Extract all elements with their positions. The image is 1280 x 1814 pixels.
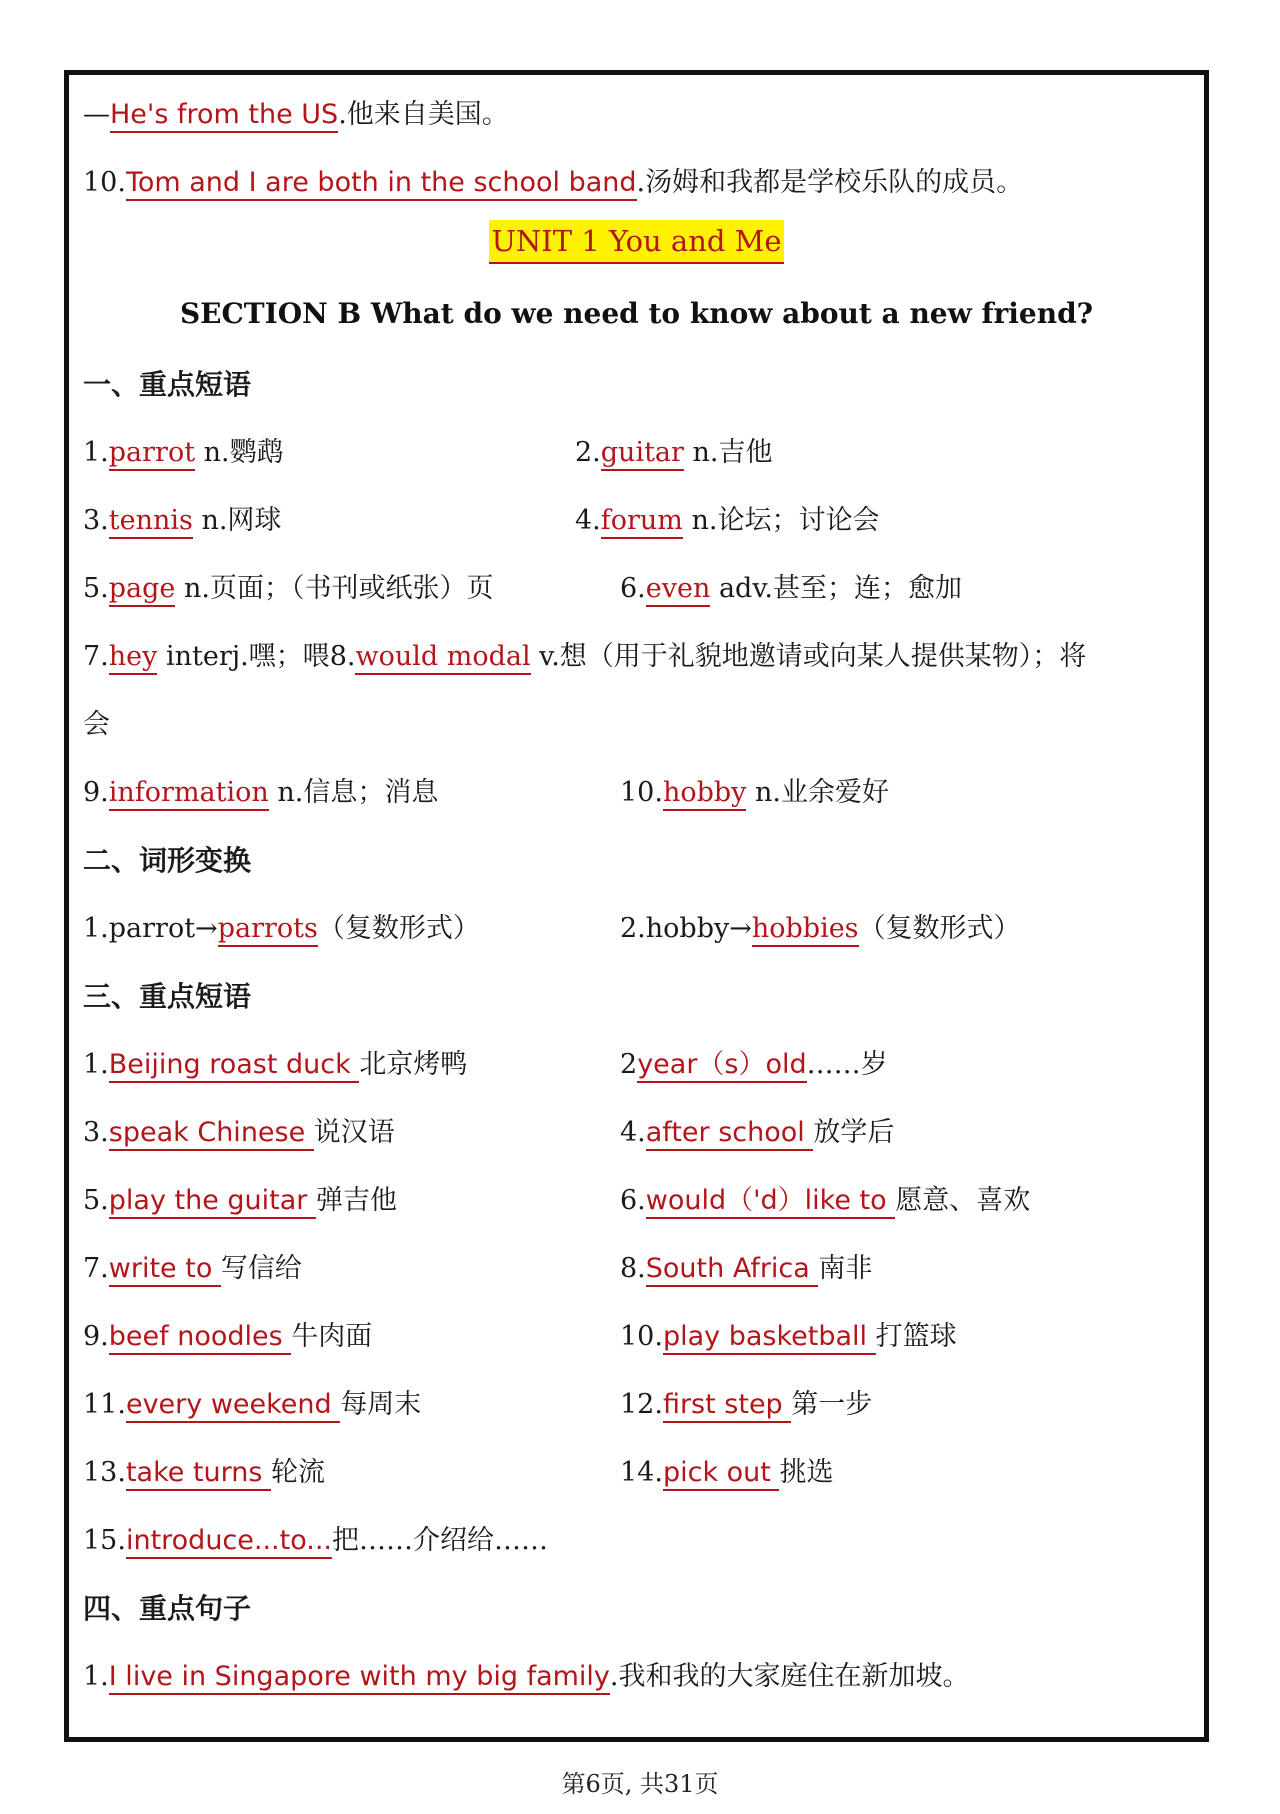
item-number: 4.: [575, 505, 601, 536]
answer-text: He's from the US: [110, 99, 338, 133]
item-number: 7.: [83, 1253, 109, 1284]
answer-text: hobby: [663, 777, 746, 811]
item-number: 12.: [620, 1389, 663, 1420]
list-item: [575, 435, 773, 471]
item-number: 8.: [620, 1253, 646, 1284]
answer-text: introduce...to...: [126, 1525, 332, 1559]
item-number: 9.: [83, 1321, 109, 1352]
item-number: 2.hobby→: [620, 913, 752, 944]
item-meaning: n.业余爱好: [746, 777, 889, 808]
item-number: 2.: [575, 437, 601, 468]
item-number: 1.parrot→: [83, 913, 218, 944]
list-item: [620, 775, 889, 811]
list-item: [83, 1455, 325, 1491]
answer-text: forum: [601, 505, 683, 539]
list-item: [620, 1319, 957, 1355]
list-item: [83, 639, 1086, 675]
unit-title-row: [69, 220, 1204, 264]
list-item: [83, 1659, 970, 1695]
answer-text: pick out: [663, 1457, 780, 1491]
answer-text: first step: [663, 1389, 791, 1423]
line-suffix: .汤姆和我都是学校乐队的成员。: [636, 167, 1024, 198]
item-meaning: ……岁: [806, 1049, 888, 1080]
item-meaning: 北京烤鸭: [359, 1049, 468, 1080]
item-meaning: interj.嘿；喂: [157, 641, 330, 672]
answer-text: hobbies: [752, 913, 859, 947]
list-item: [83, 1387, 421, 1423]
item-meaning: 放学后: [813, 1117, 895, 1148]
list-item: [83, 1319, 372, 1355]
item-number: 1.: [83, 1661, 109, 1692]
list-item: [83, 775, 438, 811]
answer-text: every weekend: [126, 1389, 340, 1423]
item-number: 11.: [83, 1389, 126, 1420]
item-number: 10.: [620, 777, 663, 808]
answer-text: hey: [109, 641, 158, 675]
item-meaning: （复数形式）: [317, 913, 480, 944]
answer-text: write to: [109, 1253, 221, 1287]
item-meaning: 每周末: [340, 1389, 422, 1420]
section-title-row: [69, 297, 1204, 330]
answer-text: parrot: [109, 437, 195, 471]
item-number: 15.: [83, 1525, 126, 1556]
item-meaning: n.信息；消息: [268, 777, 439, 808]
list-item: [83, 435, 284, 471]
line-number: 10.: [83, 167, 126, 198]
list-item: [83, 571, 493, 607]
list-item: [83, 1183, 397, 1219]
part4-heading: 四、重点句子: [83, 1592, 252, 1625]
answer-text: after school: [646, 1117, 814, 1151]
item-number: 1.: [83, 437, 109, 468]
list-item: [83, 503, 281, 539]
list-item: [620, 1115, 894, 1151]
item-number: 5.: [83, 1185, 109, 1216]
answer-text: play basketball: [663, 1321, 876, 1355]
answer-text: beef noodles: [109, 1321, 292, 1355]
line-prefix: —: [83, 99, 110, 130]
list-item: [620, 1251, 872, 1287]
page-footer: 第6页, 共31页: [561, 1770, 719, 1798]
item-meaning: 会: [83, 709, 110, 740]
answer-text: information: [109, 777, 269, 811]
list-item: [83, 911, 480, 947]
answer-text: Beijing roast duck: [109, 1049, 360, 1083]
list-item: [83, 1251, 302, 1287]
item-number: 13.: [83, 1457, 126, 1488]
answer-text: take turns: [126, 1457, 271, 1491]
section-title: SECTION B What do we need to know about a new friend?: [179, 297, 1094, 330]
list-item: [620, 911, 1021, 947]
item-meaning: 挑选: [779, 1457, 834, 1488]
answer-text: would（'d）like to: [646, 1185, 895, 1219]
list-item: [620, 1387, 872, 1423]
item-meaning: 写信给: [220, 1253, 302, 1284]
answer-text: even: [646, 573, 711, 607]
item-number: 1.: [83, 1049, 109, 1080]
item-number: 5.: [83, 573, 109, 604]
item-meaning: v.想（用于礼貌地邀请或向某人提供某物）；将: [530, 641, 1087, 672]
answer-text: speak Chinese: [109, 1117, 314, 1151]
list-item: [620, 1047, 888, 1083]
item-meaning: 轮流: [271, 1457, 326, 1488]
item-meaning: 打篮球: [875, 1321, 957, 1352]
answer-text: I live in Singapore with my big family: [109, 1661, 610, 1695]
page-frame: [64, 70, 1209, 1742]
answer-text: year（s）old: [637, 1049, 806, 1083]
item-number: 7.: [83, 641, 109, 672]
answer-text: guitar: [601, 437, 684, 471]
part2-heading: 二、词形变换: [83, 844, 252, 877]
item-number: 4.: [620, 1117, 646, 1148]
item-number: 6.: [620, 1185, 646, 1216]
item-number: 14.: [620, 1457, 663, 1488]
item-meaning: n.论坛；讨论会: [682, 505, 880, 536]
item-number: 6.: [620, 573, 646, 604]
list-item: [620, 1183, 1030, 1219]
part3-heading: 三、重点短语: [83, 980, 252, 1013]
item-meaning: n.吉他: [683, 437, 773, 468]
answer-text: play the guitar: [109, 1185, 316, 1219]
answer-text: tennis: [109, 505, 193, 539]
item-meaning: 愿意、喜欢: [895, 1185, 1031, 1216]
item-meaning: 弹吉他: [315, 1185, 397, 1216]
answer-line-9b: [83, 97, 509, 133]
item-meaning: 把……介绍给……: [332, 1525, 549, 1556]
item-meaning: 牛肉面: [291, 1321, 373, 1352]
item-meaning: 第一步: [791, 1389, 873, 1420]
item-meaning: adv.甚至；连；愈加: [710, 573, 962, 604]
item-meaning: n.网球: [192, 505, 282, 536]
item-meaning: 说汉语: [313, 1117, 395, 1148]
unit-title: UNIT 1 You and Me: [489, 220, 783, 264]
item-number: 9.: [83, 777, 109, 808]
list-item: [83, 1047, 467, 1083]
list-item: [620, 571, 962, 607]
item-meaning: n.页面；（书刊或纸张）页: [175, 573, 494, 604]
list-item: [83, 1115, 395, 1151]
answer-text: would modal: [355, 641, 530, 675]
item-meaning: （复数形式）: [858, 913, 1021, 944]
part1-heading: 一、重点短语: [83, 368, 252, 401]
item-number: 3.: [83, 505, 109, 536]
item-meaning: 南非: [818, 1253, 873, 1284]
answer-text: South Africa: [646, 1253, 819, 1287]
list-item: [620, 1455, 833, 1491]
item-number: 3.: [83, 1117, 109, 1148]
list-item: [575, 503, 879, 539]
list-item: [83, 1523, 548, 1559]
item-meaning: .我和我的大家庭住在新加坡。: [609, 1661, 970, 1692]
item-meaning: n.鹦鹉: [195, 437, 284, 468]
answer-text: Tom and I are both in the school band: [126, 167, 637, 201]
list-item-continuation: [83, 707, 110, 743]
answer-line-10: [83, 165, 1023, 201]
answer-text: page: [109, 573, 176, 607]
item-number: 8.: [329, 641, 356, 672]
item-number: 10.: [620, 1321, 663, 1352]
item-number: 2: [620, 1049, 638, 1080]
line-suffix: .他来自美国。: [338, 99, 509, 130]
answer-text: parrots: [218, 913, 318, 947]
